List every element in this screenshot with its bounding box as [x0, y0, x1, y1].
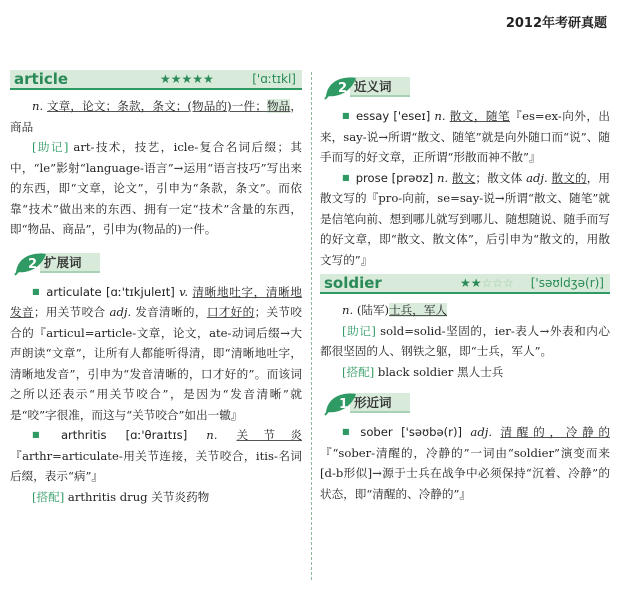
section-number: 2 [28, 256, 38, 272]
etymology: ，用散文写的『pro-向前，se=say-说→所谓“散文、随笔”就是信笔向前、想到哪儿就写到哪儿、随想随说、随手而写的好文章，即“散文、散文体”，后引申为“散文的，用散文写的”』 [320, 170, 610, 267]
definition: 发音清晰的， [135, 305, 207, 319]
entry-prose [320, 168, 610, 271]
page-header-title: 2012年考研真题 [505, 16, 607, 31]
pos: v. [179, 284, 189, 299]
mnemonic-text: art-技术，技艺，icle-复合名词后缀；其中，“le”影射“language-语言”→运用“语言技巧”写出来的东西，即“文章，论文”，引申为“条款，条文”。而依靠“技术”做出来的东西、拥有一定“技术”含量的东西，即“物品、商品”，引申为(物品的)一件。 [10, 140, 303, 236]
etymology: ；关节咬合的『articul=article-文章，论文，ate-动词后缀→大声朗读“文章”，让所有人都能听得清，即“清晰地吐字，清晰地发音”，引申为“发音清晰的，口才好的”。而该词之所以还表示“用关节咬合”，是因为“发音清晰”就是“咬”字很准，而这与“关节咬合”如出一辙』 [10, 305, 302, 422]
collocation-tag: [搭配] [32, 489, 65, 504]
leaf-number-badge-icon [322, 74, 362, 100]
definition-article [10, 96, 302, 137]
phonetic: ['eseɪ] [393, 109, 431, 123]
bullet-icon: ■ [32, 286, 41, 296]
entry-bar-article [10, 70, 302, 90]
collocation-soldier [320, 362, 610, 383]
definition: 清晰地吐字，清晰地发音 [10, 284, 303, 319]
entry-bar-soldier [320, 274, 610, 294]
etymology: 『arthr=articulate-用关节连接，关节咬合，itis-名词后缀，表示“病”』 [10, 448, 302, 483]
definition: 清醒的，冷静的 [500, 425, 611, 439]
entry-sober [320, 422, 610, 504]
phonetic: ['ɑːtɪkl] [252, 72, 296, 86]
definition-highlight: 士兵，军人 [389, 303, 448, 317]
section-number: 1 [339, 397, 349, 412]
definition: ，商品 [10, 99, 302, 134]
mnemonic-article [10, 137, 302, 240]
phonetic: [prəʊz] [391, 170, 434, 185]
word: articulate [46, 284, 102, 299]
bullet-icon: ■ [342, 172, 350, 182]
word: sober [360, 425, 393, 439]
section-label: 扩展词 [40, 253, 100, 273]
section-header-derivatives [12, 250, 302, 276]
section-number: 2 [338, 81, 348, 96]
definition-highlight: 物品 [266, 99, 291, 113]
pos: n. [342, 303, 354, 317]
pos: n. [434, 109, 446, 123]
collocation-arthritis [10, 487, 302, 508]
headword-soldier: soldier [324, 274, 382, 292]
phonetic: ['səʊldʒə(r)] [530, 276, 604, 290]
column-divider [311, 72, 312, 580]
phonetic: [ɑː'θraɪtɪs] [125, 428, 188, 442]
leaf-number-badge-icon [322, 390, 362, 416]
definition: 关节炎 [236, 428, 303, 442]
collocation-text: arthritis drug 关节炎药物 [67, 489, 210, 504]
section-label: 形近词 [350, 393, 410, 413]
mnemonic-tag: [助记] [342, 323, 376, 338]
section-header-similar [322, 390, 610, 416]
phonetic: [ɑː'tɪkjuleɪt] [105, 284, 175, 299]
mnemonic-soldier [320, 321, 610, 362]
phonetic: ['səʊbə(r)] [401, 425, 462, 439]
entry-articulate [10, 282, 302, 426]
right-column [320, 74, 610, 504]
collocation-text: black soldier 黑人士兵 [377, 364, 504, 379]
section-label: 近义词 [350, 77, 410, 97]
stars-filled: ★★ [460, 276, 482, 290]
definition-soldier [320, 300, 610, 321]
pos: adj. [526, 170, 548, 185]
definition: 散文 [451, 170, 476, 185]
definition: ；用关节咬合 [33, 305, 106, 319]
star-rating [460, 276, 514, 290]
mnemonic-text: sold=solid-坚固的，ier-表人→外表和内心都很坚固的人、钢铁之躯，即“士兵，军人”。 [320, 323, 611, 358]
entry-arthritis [10, 425, 302, 487]
pos: adj. [470, 425, 493, 439]
etymology: 『es=ex-向外，出来，say-说→所谓“散文、随笔”就是向外随口而“说”、随手而写的好文章，正所谓“形散而神不散”』 [320, 109, 610, 164]
stars-empty: ☆☆☆ [481, 276, 514, 290]
bullet-icon: ■ [342, 427, 355, 436]
definition: 口才好的 [206, 305, 255, 319]
word: essay [356, 109, 390, 123]
pos: n. [206, 428, 218, 442]
section-header-synonyms [322, 74, 610, 100]
pos: n. [437, 170, 449, 185]
bullet-icon: ■ [342, 111, 351, 120]
bullet-icon: ■ [32, 430, 55, 439]
entry-essay [320, 106, 610, 168]
definition: 文章，论文；条款，条文；(物品的)一件； [46, 99, 267, 113]
headword-article: article [14, 70, 69, 88]
pos: n. [32, 99, 44, 113]
collocation-tag: [搭配] [342, 364, 375, 379]
word: arthritis [60, 428, 107, 442]
pos: adj. [109, 305, 132, 319]
left-column [10, 70, 302, 507]
definition: ；散文体 [475, 170, 523, 185]
mnemonic-tag: [助记] [32, 140, 69, 154]
definition: (陆军) [356, 303, 390, 317]
word: prose [355, 170, 388, 185]
etymology: 『“sober-清醒的，冷静的”一词由“soldier”演变而来[d-b形似]→源于士兵在战争中必须保持“沉着、冷静”的状态，即“清醒的、冷静的”』 [320, 445, 610, 501]
leaf-number-badge-icon [12, 250, 52, 276]
definition: 散文的 [551, 170, 587, 185]
star-rating: ★★★★★ [160, 72, 214, 86]
definition: 散文，随笔 [449, 109, 511, 123]
